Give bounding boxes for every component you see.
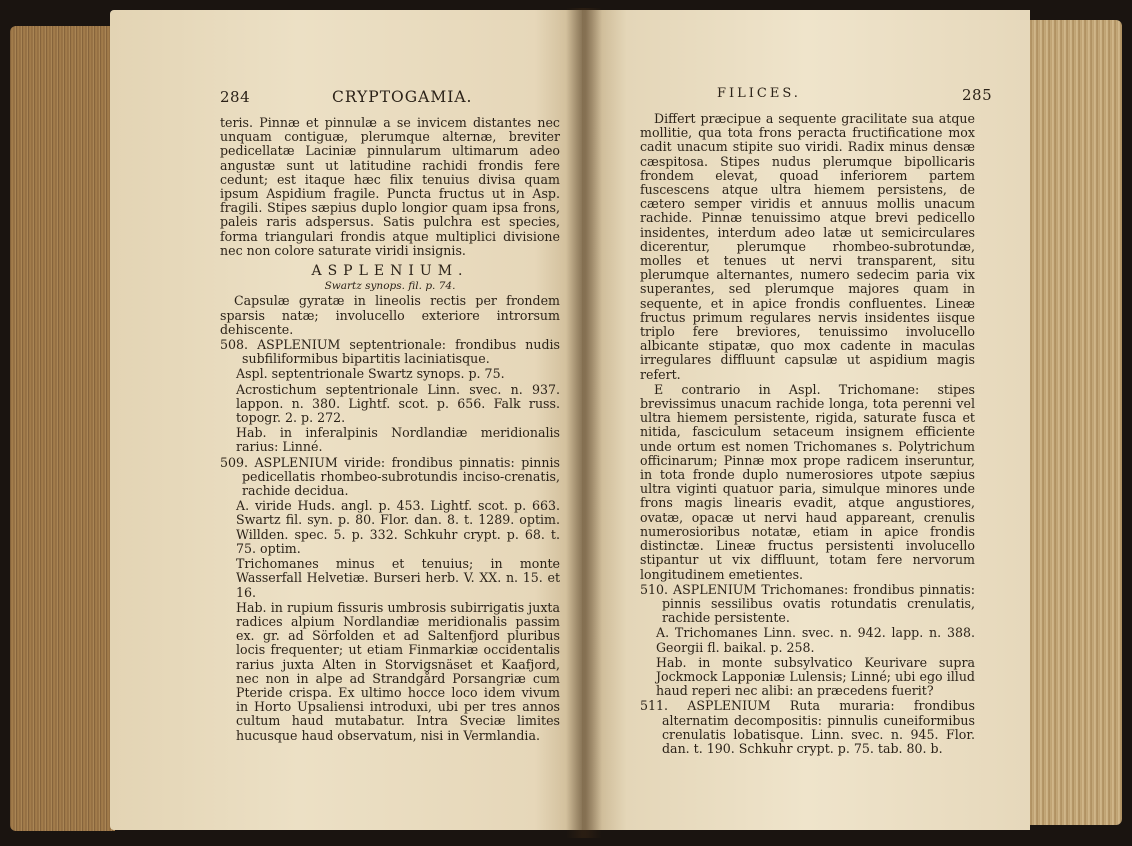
paragraph: ASPLENIUM. bbox=[311, 263, 469, 280]
paragraph: Hab. in inferalpinis Nordlandiæ meridionalis rarius: Linné. bbox=[236, 425, 560, 455]
paragraph: Trichomanes minus et tenuius; in monte Wasserfall Helvetiæ. Burseri herb. V. XX. n. 15. et 16. bbox=[236, 556, 560, 600]
paragraph: 511. ASPLENIUM Ruta muraria: frondibus alternatim decompositis: pinnulis cuneiformibus crenulatis lobatisque. Linn. svec. n. 945. Flor. dan. t. 190. Schkuhr crypt. p. 75. tab. 80. b. bbox=[640, 698, 975, 756]
right-page-edges bbox=[1027, 20, 1122, 825]
paragraph: 509. ASPLENIUM viride: frondibus pinnatis: pinnis pedicellatis rhombeo-subrotundis inciso-crenatis, rachide decidua. bbox=[220, 454, 560, 499]
open-book bbox=[10, 8, 1122, 840]
right-page-number: 285 bbox=[962, 86, 993, 104]
left-page-number: 284 bbox=[220, 88, 251, 106]
paragraph: Aspl. septentrionale Swartz synops. p. 75. bbox=[236, 366, 505, 382]
right-page-text bbox=[640, 112, 975, 757]
paragraph: 510. ASPLENIUM Trichomanes: frondibus pinnatis: pinnis sessilibus ovatis rotundatis crenulatis, rachide persistente. bbox=[640, 581, 975, 626]
paragraph: Swartz synops. fil. p. 74. bbox=[324, 280, 456, 293]
paragraph: Hab. in rupium fissuris umbrosis subirrigatis juxta radices alpium Nordlandiæ meridionalis passim ex. gr. ad Sörfolden et ad Saltenfjord pluribus locis frequenter; ut etiam Finmarkiæ occidentalis rarius juxta Alten in Storvigsnäset et Kaafjord, nec non in alpe ad Strandgård Porsangriæ cum Pteride crispa. Ex ultimo hocce loco idem vivum in Horto Upsaliensi introduxi, ubi per tres annos cultum haud mutabatur. Intra Sveciæ limites hucusque haud observatum, nisi in Vermlandia. bbox=[236, 599, 560, 743]
paragraph: Differt præcipue a sequente gracilitate sua atque mollitie, qua tota frons peracta fructificatione mox cadit unacum stipite suo viridi. Radix minus densæ cæspitosa. Stipes nudus plerumque bipollicaris frondem elevat, quoad inferiorem partem fuscescens atque ultra hiemem persistens, de cætero semper viridis et annuus mollis unacum rachide. Pinnæ tenuissimo atque brevi pedicello insidentes, interdum adeo latæ ut semicirculares dicerentur, plerumque rhombeo-subrotundæ, molles et tenues ut nervi transparent, situ plerumque alternantes, numero sedecim paria vix superantes, sed plerumque majores quam in sequente, et in apice frondis confluentes. Lineæ fructus primum regulares nervis insidentes iisque triplo fere breviores, tenuissimo involucello albicante stipatæ, quo mox cadente in maculas irregulares diffluunt capsulæ ut aspidium magis refert. bbox=[640, 111, 975, 382]
right-page bbox=[582, 10, 1030, 830]
right-running-head: FILICES. bbox=[717, 86, 801, 101]
left-page bbox=[110, 10, 582, 830]
paragraph: A. viride Huds. angl. p. 453. Lightf. scot. p. 663. Swartz fil. syn. p. 80. Flor. dan. 8. t. 1289. optim. Willden. spec. 5. p. 332. Schkuhr crypt. p. 68. t. 75. optim. bbox=[236, 498, 560, 556]
paragraph: Acrostichum septentrionale Linn. svec. n. 937. lappon. n. 380. Lightf. scot. p. 656. Falk russ. topogr. 2. p. 272. bbox=[236, 381, 560, 426]
paragraph: teris. Pinnæ et pinnulæ a se invicem distantes nec unquam contiguæ, plerumque alternæ, breviter pedicellatæ Laciniæ pinnularum ultimarum adeo angustæ sunt ut latitudine rachidi frondis fere cedunt; est itaque hæc filix tenuius divisa quam ipsum Aspidium fragile. Puncta fructus ut in Asp. fragili. Stipes sæpius duplo longior quam ipsa frons, paleis raris adspersus. Satis pulchra est species, forma triangulari frondis atque multiplici divisione nec non colore saturate viridi insignis. bbox=[220, 115, 560, 258]
paragraph: Capsulæ gyratæ in lineolis rectis per frondem sparsis natæ; involucello exteriore introrsum dehiscente. bbox=[220, 293, 560, 337]
paragraph: 508. ASPLENIUM septentrionale: frondibus nudis subfiliformibus bipartitis laciniatisque. bbox=[220, 337, 560, 367]
left-running-head: CRYPTOGAMIA. bbox=[332, 88, 473, 106]
book-gutter bbox=[566, 8, 602, 838]
left-page-text bbox=[220, 88, 560, 744]
paragraph: A. Trichomanes Linn. svec. n. 942. lapp. n. 388. Georgii fl. baikal. p. 258. bbox=[656, 625, 975, 655]
paragraph: E contrario in Aspl. Trichomane: stipes brevissimus unacum rachide longa, tota perenni vel ultra hiemem persistente, rigida, saturate fusca et nitida, fasciculum setaceum insignem efficiente unde ortum est nomen Trichomanes s. Polytrichum officinarum; Pinnæ mox prope radicem inseruntur, in tota fronde duplo numerosiores utpote sæpius ultra viginti quatuor paria, simulque minores unde frons magis linearis evadit, atque angustiores, ovatæ, opacæ ut nervi haud appareant, crenulis numerosioribus notatæ, etiam in apice frondis distinctæ. Lineæ fructus persistenti involucello stipantur ut vix diffluunt, totam fere nervorum longitudinem emetientes. bbox=[640, 381, 975, 582]
left-page-edges bbox=[10, 26, 115, 831]
paragraph: Hab. in monte subsylvatico Keurivare supra Jockmock Lapponiæ Lulensis; Linné; ubi ego illud haud reperi nec alibi: an præcedens fuerit? bbox=[656, 654, 975, 699]
